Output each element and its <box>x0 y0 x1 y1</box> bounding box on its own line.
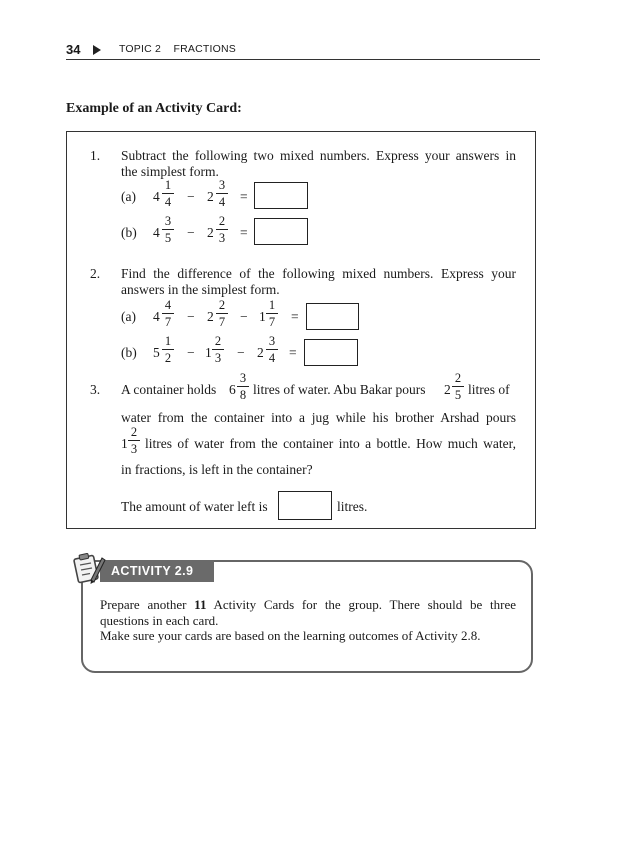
q2b-whole-2: 1 <box>205 345 212 360</box>
q3-answer-suffix: litres. <box>337 499 368 514</box>
q1a-equals: = <box>240 189 248 204</box>
q3-line4: in fractions, is left in the container? <box>121 462 313 477</box>
q2b-fraction-1: 1 2 <box>162 334 174 365</box>
q1b-answer-box[interactable] <box>254 218 308 245</box>
q1b-whole-2: 2 <box>207 225 214 240</box>
activity-line4: 2.8. <box>461 628 481 643</box>
clipboard-pencil-icon <box>70 550 106 586</box>
q1b-label: (b) <box>121 225 137 240</box>
q2b-minus-2: − <box>237 345 245 360</box>
q2b-whole-1: 5 <box>153 345 160 360</box>
q2a-whole-1: 4 <box>153 309 160 324</box>
q2a-minus-2: − <box>240 309 248 324</box>
q3-number: 3. <box>90 382 101 397</box>
q3-fraction-2: 2 5 <box>452 371 464 402</box>
q2-number: 2. <box>90 266 101 281</box>
q3-answer-box[interactable] <box>278 491 332 520</box>
q3-fraction-3: 2 3 <box>128 425 140 456</box>
q2b-answer-box[interactable] <box>304 339 358 366</box>
q2b-equals: = <box>289 345 297 360</box>
activity-line1-b: Activity Cards for the group. There should be three <box>213 597 516 612</box>
q2-text-line1: Find the difference of the following mixed numbers. Express your <box>121 266 516 281</box>
q1a-label: (a) <box>121 189 136 204</box>
q1-text-line2: the simplest form. <box>121 164 219 179</box>
q2a-answer-box[interactable] <box>306 303 359 330</box>
q1-text-line1: Subtract the following two mixed numbers. Express your answers in <box>121 148 516 163</box>
page-number: 34 <box>66 42 81 57</box>
q1b-fraction-1: 3 5 <box>162 214 174 245</box>
q2a-equals: = <box>291 309 299 324</box>
q1a-whole-2: 2 <box>207 189 214 204</box>
q2a-fraction-3: 1 7 <box>266 298 278 329</box>
q1a-whole-1: 4 <box>153 189 160 204</box>
topic-title: TOPIC 2 FRACTIONS <box>119 43 236 55</box>
q3-line1-c: litres of <box>468 382 510 397</box>
q3-frac2-whole: 2 <box>444 382 451 397</box>
activity-line3: Make sure your cards are based on the learning outcomes of Activity <box>100 628 458 643</box>
q2a-minus-1: − <box>187 309 195 324</box>
q3-frac3-whole: 1 <box>121 436 128 451</box>
q1a-fraction-1: 1 4 <box>162 178 174 209</box>
q1b-minus: − <box>187 225 195 240</box>
q1a-answer-box[interactable] <box>254 182 308 209</box>
q1-number: 1. <box>90 148 101 163</box>
activity-line1-a: Prepare another <box>100 597 187 612</box>
q3-answer-prefix: The amount of water left is <box>121 499 268 514</box>
q2a-whole-2: 2 <box>207 309 214 324</box>
activity-line2: questions in each card. <box>100 612 219 628</box>
activity-card-count: 11 <box>194 597 207 612</box>
q3-line3: litres of water from the container into a bottle. How much water, <box>145 436 516 451</box>
q2b-fraction-3: 3 4 <box>266 334 278 365</box>
q3-fraction-1: 3 8 <box>237 371 249 402</box>
q2a-fraction-1: 4 7 <box>162 298 174 329</box>
q3-line2: water from the container into a jug while his brother Arshad pours <box>121 410 516 425</box>
q1b-equals: = <box>240 225 248 240</box>
q2-text-line2: answers in the simplest form. <box>121 282 280 297</box>
q2b-minus-1: − <box>187 345 195 360</box>
q3-line1-a: A container holds <box>121 382 217 397</box>
q2a-label: (a) <box>121 309 136 324</box>
q3-line1-b: litres of water. Abu Bakar pours <box>253 382 426 397</box>
activity-instructions <box>100 597 516 644</box>
q2b-label: (b) <box>121 345 137 360</box>
q2a-fraction-2: 2 7 <box>216 298 228 329</box>
q2b-fraction-2: 2 3 <box>212 334 224 365</box>
q1b-whole-1: 4 <box>153 225 160 240</box>
q1a-minus: − <box>187 189 195 204</box>
q2b-whole-3: 2 <box>257 345 264 360</box>
q2a-whole-3: 1 <box>259 309 266 324</box>
example-title: Example of an Activity Card: <box>66 101 242 116</box>
q3-frac1-whole: 6 <box>229 382 236 397</box>
activity-title: ACTIVITY 2.9 <box>100 560 214 582</box>
arrow-right-icon <box>93 45 101 55</box>
q1a-fraction-2: 3 4 <box>216 178 228 209</box>
page-header <box>66 42 540 60</box>
q1b-fraction-2: 2 3 <box>216 214 228 245</box>
